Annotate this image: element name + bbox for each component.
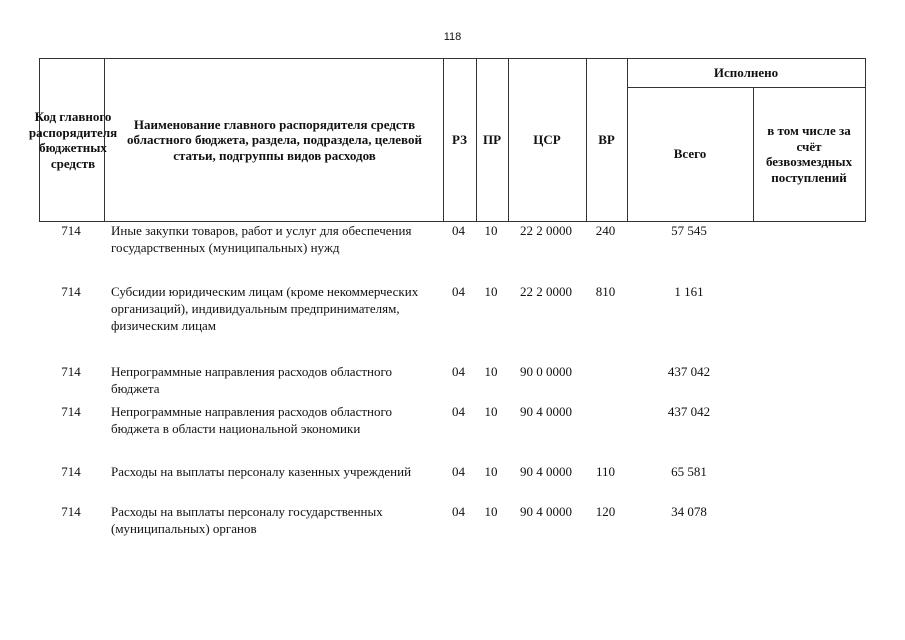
header-vr: ВР (598, 132, 615, 148)
cell-code: 714 (61, 504, 81, 519)
cell-vr: 120 (595, 504, 616, 519)
cell-pr: 10 (484, 364, 498, 379)
cell-rz: 04 (452, 284, 465, 299)
cell-vr: 240 (595, 223, 616, 238)
cell-pr: 10 (484, 464, 498, 479)
cell-rz: 04 (452, 504, 465, 519)
header-code: Код главного распорядителя бюджетных средств (28, 109, 118, 171)
cell-code: 714 (61, 284, 81, 299)
cell-name: Иные закупки товаров, работ и услуг для обеспечения государственных (муниципальных) нужд (111, 223, 412, 255)
table-header (28, 58, 866, 222)
cell-name: Непрограммные направления расходов областного бюджета (111, 364, 392, 396)
cell-csr: 90 4 0000 (520, 404, 572, 419)
cell-pr: 10 (484, 404, 498, 419)
cell-csr: 22 2 0000 (520, 223, 572, 238)
cell-csr: 90 4 0000 (520, 504, 572, 519)
cell-pr: 10 (484, 504, 498, 519)
cell-total: 1 161 (674, 284, 704, 299)
header-name: Наименование главного распорядителя средств областного бюджета, раздела, подраздела, целевой статьи, подгруппы видов расходов (127, 116, 422, 163)
cell-vr: 810 (595, 284, 616, 299)
header-total: Всего (673, 146, 707, 162)
cell-rz: 04 (452, 404, 465, 419)
cell-pr: 10 (484, 223, 498, 238)
cell-vr: 110 (595, 464, 616, 479)
cell-pr: 10 (484, 284, 498, 299)
cell-rz: 04 (452, 223, 465, 238)
cell-rz: 04 (452, 364, 465, 379)
cell-total: 65 581 (671, 464, 707, 479)
header-csr: ЦСР (533, 132, 561, 148)
cell-code: 714 (61, 404, 81, 419)
cell-csr: 22 2 0000 (520, 284, 572, 299)
cell-total: 437 042 (667, 364, 711, 379)
cell-rz: 04 (452, 464, 465, 479)
cell-name: Расходы на выплаты персоналу казенных учреждений (111, 464, 412, 479)
header-pr: ПР (482, 132, 502, 148)
cell-code: 714 (61, 464, 81, 479)
cell-csr: 90 4 0000 (520, 464, 572, 479)
header-free: в том числе за счёт безвозмездных поступлений (765, 123, 853, 185)
page-number: 118 (443, 31, 462, 43)
cell-name: Субсидии юридическим лицам (кроме некоммерческих организаций), индивидуальным предпринимателям, физическим лицам (111, 284, 419, 333)
cell-code: 714 (61, 223, 81, 238)
cell-total: 34 078 (671, 504, 707, 519)
cell-name: Непрограммные направления расходов областного бюджета в области национальной экономики (111, 404, 392, 436)
cell-total: 437 042 (667, 404, 711, 419)
cell-code: 714 (61, 364, 81, 379)
cell-total: 57 545 (671, 223, 707, 238)
header-rz: РЗ (452, 132, 467, 148)
cell-csr: 90 0 0000 (520, 364, 572, 379)
header-executed: Исполнено (713, 65, 779, 81)
cell-name: Расходы на выплаты персоналу государственных (муниципальных) органов (111, 504, 383, 536)
